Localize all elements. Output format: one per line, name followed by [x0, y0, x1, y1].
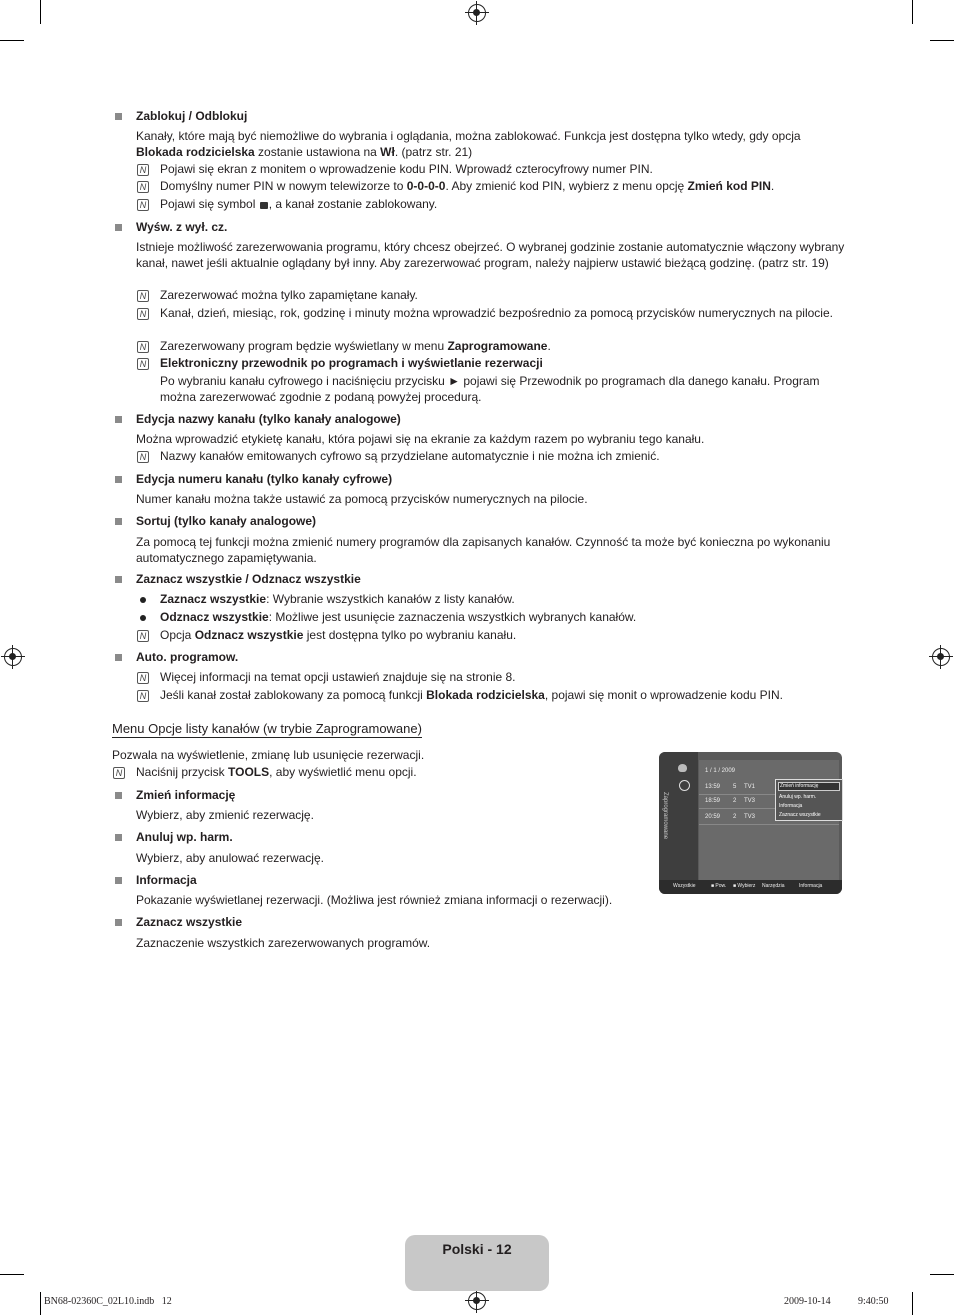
- crop-mark: [0, 1274, 24, 1275]
- section-title: Sortuj (tylko kanały analogowe): [136, 514, 317, 528]
- section-title: Edycja nazwy kanału (tylko kanały analogowe): [136, 412, 401, 426]
- bullet-square-icon: [115, 518, 122, 525]
- tv-hint: ■ Pow.: [711, 883, 727, 889]
- tv-row-time: 18:59: [705, 798, 721, 804]
- lock-icon: [260, 202, 268, 209]
- tv-row-channel: TV3: [744, 798, 756, 804]
- option-desc: Wybierz, aby zmienić rezerwację.: [136, 808, 314, 822]
- option-title: Anuluj wp. harm.: [136, 830, 233, 844]
- note-icon: N: [137, 308, 149, 320]
- note-text: Pojawi się ekran z monitem o wprowadzenie kodu PIN. Wprowadź czterocyfrowy numer PIN.: [160, 162, 653, 176]
- bullet-square-icon: [115, 576, 122, 583]
- paragraph: Numer kanału można także ustawić za pomocą przycisków numerycznych na pilocie.: [136, 492, 588, 506]
- section-title: Auto. programow.: [136, 650, 239, 664]
- page-label: Polski - 12: [442, 1241, 512, 1257]
- tv-hint: Narzędzia: [762, 883, 785, 889]
- crop-mark: [912, 0, 913, 24]
- note-icon: N: [137, 630, 149, 642]
- tv-menu-item: Zaznacz wszystkie: [779, 812, 821, 818]
- note-text: Naciśnij przycisk TOOLS, aby wyświetlić menu opcji.: [136, 765, 417, 779]
- tv-row-num: 2: [733, 798, 737, 804]
- paragraph: Kanały, które mają być niemożliwe do wybrania i oglądania, można zablokować. Funkcja jest dostępna tylko wtedy, gdy opcja: [136, 129, 801, 143]
- bullet-square-icon: [115, 792, 122, 799]
- tv-bottom-bar: [659, 880, 842, 894]
- crop-mark: [930, 1274, 954, 1275]
- bullet-dot-icon: [140, 615, 146, 621]
- tv-tools-menu: [775, 779, 843, 821]
- bullet-text: Odznacz wszystkie: Możliwe jest usunięcie zaznaczenia wszystkich wybranych kanałów.: [160, 610, 637, 624]
- paragraph: Pozwala na wyświetlenie, zmianę lub usunięcie rezerwacji.: [112, 748, 425, 762]
- crop-mark: [40, 0, 41, 24]
- note-text: Elektroniczny przewodnik po programach i wyświetlanie rezerwacji: [160, 356, 543, 370]
- crop-mark: [912, 1292, 913, 1315]
- tv-hint: Wszystkie: [673, 883, 696, 889]
- note-icon: N: [113, 767, 125, 779]
- crop-mark: [0, 40, 24, 41]
- tv-hint: Informacja: [799, 883, 823, 889]
- tv-row-time: 13:59: [705, 784, 721, 790]
- note-icon: N: [137, 199, 149, 211]
- bullet-square-icon: [115, 919, 122, 926]
- tv-hint: ■ Wybierz: [733, 883, 756, 889]
- bullet-square-icon: [115, 834, 122, 841]
- section-title: Wyśw. z wył. cz.: [136, 220, 228, 234]
- note-text: Pojawi się symbol , a kanał zostanie zablokowany.: [160, 197, 438, 211]
- note-icon: N: [137, 690, 149, 702]
- bullet-square-icon: [115, 654, 122, 661]
- note-icon: N: [137, 290, 149, 302]
- option-title: Zmień informację: [136, 788, 236, 802]
- tv-menu-item: Zmień informację: [778, 782, 840, 791]
- crop-mark: [930, 40, 954, 41]
- bullet-square-icon: [115, 224, 122, 231]
- tv-screen-image: [659, 752, 842, 894]
- note-text: Nazwy kanałów emitowanych cyfrowo są przydzielane automatycznie i nie można ich zmienić.: [160, 449, 660, 463]
- note-icon: N: [137, 672, 149, 684]
- bullet-dot-icon: [140, 597, 146, 603]
- section-title: Edycja numeru kanału (tylko kanały cyfrowe): [136, 472, 393, 486]
- note-icon: N: [137, 181, 149, 193]
- option-title: Zaznacz wszystkie: [136, 915, 243, 929]
- registration-mark-icon: [468, 1292, 486, 1310]
- note-text: Domyślny numer PIN w nowym telewizorze to 0-0-0-0. Aby zmienić kod PIN, wybierz z menu opcję Zmień kod PIN.: [160, 179, 775, 193]
- bullet-square-icon: [115, 476, 122, 483]
- tv-menu-item: Anuluj wp. harm.: [779, 794, 817, 800]
- option-title: Informacja: [136, 873, 197, 887]
- option-desc: Wybierz, aby anulować rezerwację.: [136, 851, 324, 865]
- bullet-text: Zaznacz wszystkie: Wybranie wszystkich kanałów z listy kanałów.: [160, 592, 515, 606]
- note-text: Zarezerwować można tylko zapamiętane kanały.: [160, 288, 418, 302]
- tv-row-num: 2: [733, 814, 737, 820]
- note-text: Opcja Odznacz wszystkie jest dostępna tylko po wybraniu kanału.: [160, 628, 517, 642]
- tv-row-channel: TV1: [744, 784, 756, 790]
- bullet-square-icon: [115, 113, 122, 120]
- crop-mark: [40, 1292, 41, 1315]
- note-text: Jeśli kanał został zablokowany za pomocą funkcji Blokada rodzicielska, pojawi się monit o wprowadzenie kodu PIN.: [160, 688, 783, 702]
- option-desc: Zaznaczenie wszystkich zarezerwowanych programów.: [136, 936, 431, 950]
- note-text: Zarezerwowany program będzie wyświetlany w menu Zaprogramowane.: [160, 339, 551, 353]
- subsection-heading: Menu Opcje listy kanałów (w trybie Zaprogramowane): [112, 721, 422, 736]
- tv-sidebar: [659, 752, 698, 880]
- paragraph: Po wybraniu kanału cyfrowego i naciśnięciu przycisku ► pojawi się Przewodnik po programach dla danego kanału. Program można zarezerwować zgodnie z podaną powyżej procedurą.: [160, 374, 820, 404]
- note-text: Kanał, dzień, miesiąc, rok, godzinę i minuty można wprowadzić bezpośrednio za pomocą przycisków numerycznych na pilocie.: [160, 306, 833, 320]
- note-icon: N: [137, 358, 149, 370]
- print-file-name: BN68-02360C_02L10.indb 12: [44, 1296, 172, 1307]
- section-title: Zaznacz wszystkie / Odznacz wszystkie: [136, 572, 361, 586]
- registration-mark-icon: [932, 648, 950, 666]
- registration-mark-icon: [4, 648, 22, 666]
- paragraph: Można wprowadzić etykietę kanału, która pojawi się na ekranie za każdym razem po wybraniu tego kanału.: [136, 432, 705, 446]
- paragraph: Istnieje możliwość zarezerwowania programu, który chcesz obejrzeć. O wybranej godzinie zostanie automatycznie włączony wybrany kanał, nawet jeśli aktualnie oglądany był inny. Aby zarezerwować program, należy najpierw ustawić bieżącą godzinę. (patrz str. 19): [136, 240, 845, 270]
- tv-row-num: 5: [733, 784, 737, 790]
- tv-date: 1 / 1 / 2009: [705, 768, 736, 774]
- note-text: Więcej informacji na temat opcji ustawień znajduje się na stronie 8.: [160, 670, 516, 684]
- clock-icon: [679, 780, 690, 791]
- paragraph: Za pomocą tej funkcji można zmienić numery programów dla zapisanych kanałów. Czynność ta może być konieczna po wykonaniu automatycznego zapamiętywania.: [136, 535, 831, 565]
- registration-mark-icon: [468, 4, 486, 22]
- note-icon: N: [137, 341, 149, 353]
- note-icon: N: [137, 164, 149, 176]
- bullet-square-icon: [115, 416, 122, 423]
- option-desc: Pokazanie wyświetlanej rezerwacji. (Możliwa jest również zmiana informacji o rezerwacji).: [136, 893, 613, 907]
- heart-icon: [678, 764, 687, 772]
- tv-row-time: 20:59: [705, 814, 721, 820]
- tv-menu-item: Informacja: [779, 803, 803, 809]
- bullet-square-icon: [115, 877, 122, 884]
- section-title: Zablokuj / Odblokuj: [136, 109, 248, 123]
- print-time: 9:40:50: [858, 1296, 889, 1307]
- note-icon: N: [137, 451, 149, 463]
- tv-side-label: Zaprogramowane: [662, 792, 668, 840]
- tv-row-channel: TV3: [744, 814, 756, 820]
- paragraph: Blokada rodzicielska zostanie ustawiona na Wł. (patrz str. 21): [136, 145, 473, 159]
- print-date: 2009-10-14: [784, 1296, 831, 1307]
